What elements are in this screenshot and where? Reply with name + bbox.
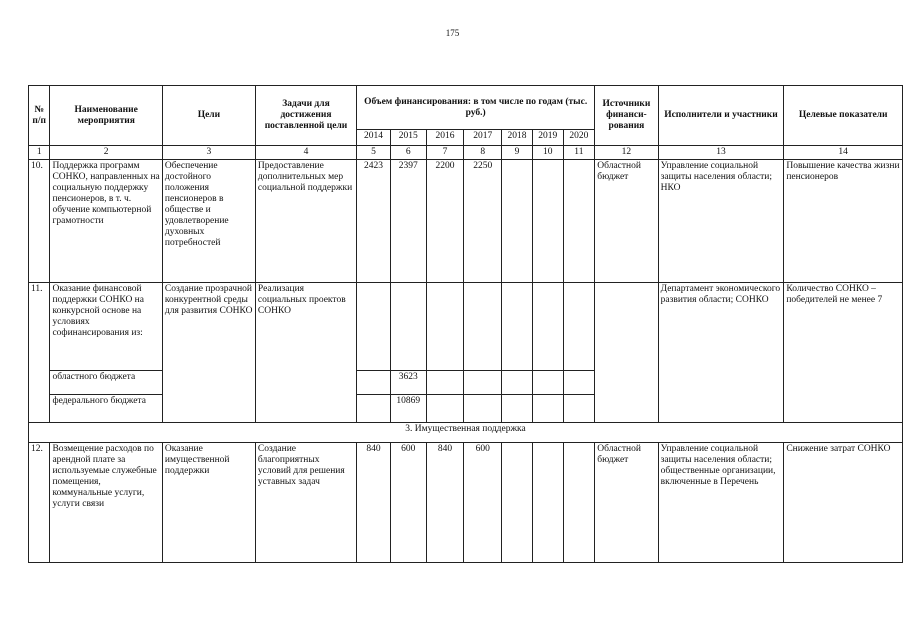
subrow-name: федерального бюджета — [50, 395, 162, 423]
header-funding: Объем финансирования: в том числе по годам (тыс. руб.) — [357, 86, 595, 130]
row-executors: Управление социальной защиты населения области; общественные организации, включенные в Перечень — [658, 443, 784, 563]
table-row — [29, 160, 903, 283]
value-cell — [532, 371, 563, 395]
value-cell — [464, 395, 502, 423]
row-number: 11. — [29, 283, 50, 423]
value-cell — [563, 160, 595, 283]
value-cell — [502, 443, 533, 563]
value-cell: 840 — [426, 443, 464, 563]
year-header: 2015 — [390, 130, 426, 146]
section-heading: 3. Имущественная поддержка — [29, 423, 903, 443]
column-number: 6 — [390, 146, 426, 160]
column-number: 8 — [464, 146, 502, 160]
value-cell — [532, 395, 563, 423]
column-number: 1 — [29, 146, 50, 160]
year-header: 2017 — [464, 130, 502, 146]
row-number: 10. — [29, 160, 50, 283]
row-source: Областной бюджет — [595, 160, 658, 283]
column-number: 14 — [784, 146, 903, 160]
header-no: № п/п — [29, 86, 50, 146]
row-goals: Создание прозрачной конкурентной среды для развития СОНКО — [162, 283, 255, 423]
value-cell — [532, 443, 563, 563]
value-cell: 2250 — [464, 160, 502, 283]
row-name: Возмещение расходов по арендной плате за используемые служебные помещения, коммунальные услуги, услуги связи — [50, 443, 162, 563]
column-number: 5 — [357, 146, 391, 160]
row-tasks: Предоставление дополнительных мер социальной поддержки — [255, 160, 356, 283]
year-header: 2014 — [357, 130, 391, 146]
value-cell — [532, 283, 563, 371]
header-goals: Цели — [162, 86, 255, 146]
value-cell — [532, 160, 563, 283]
value-cell — [563, 283, 595, 371]
value-cell — [357, 371, 391, 395]
column-number: 3 — [162, 146, 255, 160]
year-header: 2016 — [426, 130, 464, 146]
value-cell: 10869 — [390, 395, 426, 423]
header-sources: Источники финанси-рования — [595, 86, 658, 146]
column-number: 7 — [426, 146, 464, 160]
row-goals: Оказание имущественной поддержки — [162, 443, 255, 563]
value-cell — [502, 160, 533, 283]
row-tasks: Создание благоприятных условий для решения уставных задач — [255, 443, 356, 563]
value-cell — [563, 395, 595, 423]
value-cell: 840 — [357, 443, 391, 563]
subrow-name: областного бюджета — [50, 371, 162, 395]
year-header: 2018 — [502, 130, 533, 146]
value-cell — [502, 371, 533, 395]
value-cell — [426, 371, 464, 395]
row-targets: Повышение качества жизни пенсионеров — [784, 160, 903, 283]
column-number: 11 — [563, 146, 595, 160]
program-table — [28, 85, 903, 563]
value-cell — [502, 283, 533, 371]
row-name: Оказание финансовой поддержки СОНКО на конкурсной основе на условиях софинансирования из: — [50, 283, 162, 371]
value-cell — [426, 283, 464, 371]
value-cell — [464, 371, 502, 395]
value-cell — [426, 395, 464, 423]
header-targets: Целевые показатели — [784, 86, 903, 146]
row-source — [595, 283, 658, 423]
year-header: 2020 — [563, 130, 595, 146]
value-cell — [502, 395, 533, 423]
table-row — [29, 443, 903, 563]
column-number: 2 — [50, 146, 162, 160]
value-cell — [390, 283, 426, 371]
value-cell — [563, 371, 595, 395]
row-tasks: Реализация социальных проектов СОНКО — [255, 283, 356, 423]
header-executors: Исполнители и участники — [658, 86, 784, 146]
row-number: 12. — [29, 443, 50, 563]
page-number: 175 — [445, 28, 460, 38]
row-targets: Количество СОНКО – победителей не менее 7 — [784, 283, 903, 423]
row-name: Поддержка программ СОНКО, направленных на социальную поддержку пенсионеров, в т. ч. обучение компьютерной грамотности — [50, 160, 162, 283]
value-cell — [357, 283, 391, 371]
row-targets: Снижение затрат СОНКО — [784, 443, 903, 563]
value-cell: 2200 — [426, 160, 464, 283]
column-number: 4 — [255, 146, 356, 160]
row-source: Областной бюджет — [595, 443, 658, 563]
header-name: Наименование мероприятия — [50, 86, 162, 146]
column-number: 9 — [502, 146, 533, 160]
header-tasks: Задачи для достижения поставленной цели — [255, 86, 356, 146]
column-number: 10 — [532, 146, 563, 160]
value-cell — [464, 283, 502, 371]
year-header: 2019 — [532, 130, 563, 146]
value-cell — [563, 443, 595, 563]
row-executors: Управление социальной защиты населения области; НКО — [658, 160, 784, 283]
value-cell: 2397 — [390, 160, 426, 283]
value-cell — [357, 395, 391, 423]
row-executors: Департамент экономического развития области; СОНКО — [658, 283, 784, 423]
value-cell: 600 — [464, 443, 502, 563]
column-number: 12 — [595, 146, 658, 160]
value-cell: 3623 — [390, 371, 426, 395]
value-cell: 2423 — [357, 160, 391, 283]
row-goals: Обеспечение достойного положения пенсионеров в обществе и удовлетворение духовных потребностей — [162, 160, 255, 283]
column-number: 13 — [658, 146, 784, 160]
table-row — [29, 283, 903, 371]
value-cell: 600 — [390, 443, 426, 563]
